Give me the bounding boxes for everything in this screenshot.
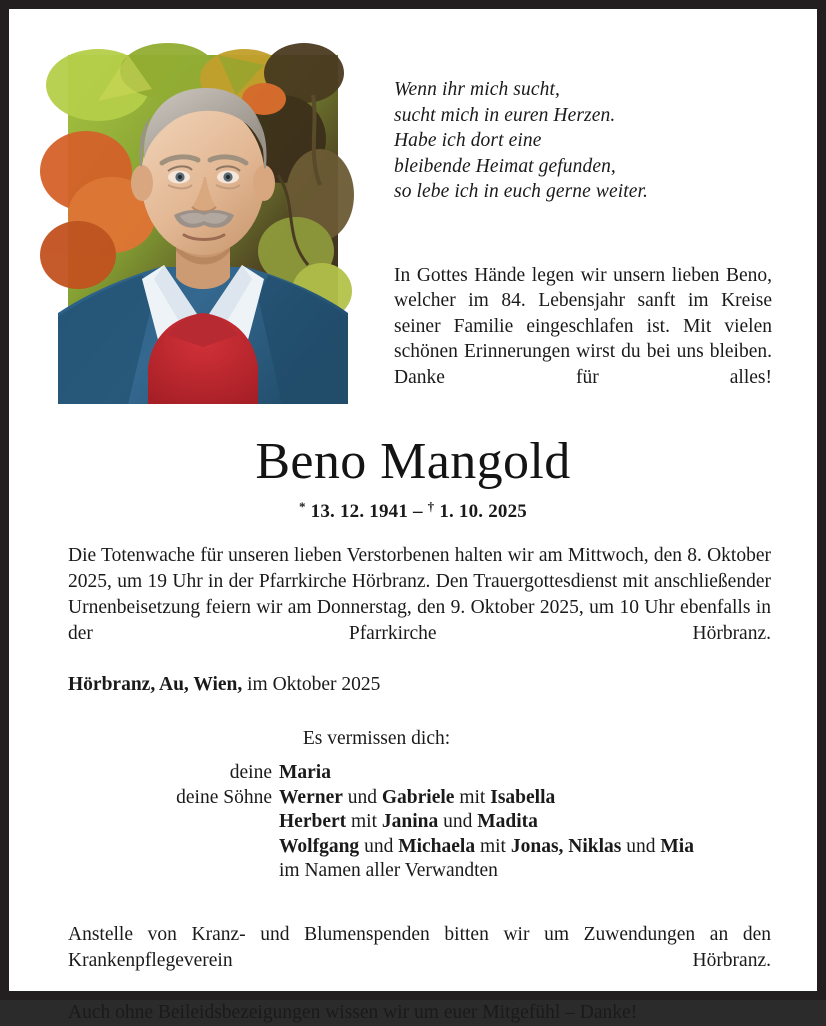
family-row — [68, 786, 771, 811]
family-row-names: Herbert mit Janina und Madita — [279, 811, 538, 832]
intro-paragraph: In Gottes Hände legen wir unsern lieben Beno, welcher im 84. Lebensjahr sanft im Kreise seiner Familie eingeschlafen ist. Mit vielen schönen Erinnerungen wirst du bei uns bleiben. Danke für alles! — [394, 264, 772, 388]
poem-line: sucht mich in euren Herzen. — [394, 104, 616, 126]
family-row — [68, 761, 771, 786]
family-rows — [68, 761, 771, 884]
family-section — [68, 726, 771, 884]
family-row-names: Werner und Gabriele mit Isabella — [279, 786, 556, 808]
notice-sheet — [9, 9, 817, 1023]
memorial-poem — [394, 77, 772, 205]
birth-date: 13. 12. 1941 — [310, 501, 409, 522]
page-title: Beno Mangold — [255, 433, 571, 490]
life-dates — [9, 499, 817, 523]
family-row-label: deine Söhne — [176, 786, 272, 808]
poem-line: so lebe ich in euch gerne weiter. — [394, 181, 649, 202]
poem-line: Wenn ihr mich sucht, — [394, 79, 560, 100]
closing-section — [68, 922, 771, 1026]
thanks-paragraph: Auch ohne Beileidsbezeigungen wissen wir um euer Mitgefühl – Danke! — [68, 1001, 638, 1023]
donations-paragraph: Anstelle von Kranz- und Blumenspenden bitten wir um Zuwendungen an den Krankenpflegeverein Hörbranz. — [68, 923, 771, 971]
family-row-names: Wolfgang und Michaela mit Jonas, Niklas und Mia — [279, 835, 694, 857]
family-row-label: deine — [229, 762, 272, 783]
family-row — [68, 859, 771, 884]
body-column — [68, 543, 771, 1026]
family-row — [68, 810, 771, 835]
family-row-label — [68, 810, 279, 835]
header-area — [9, 9, 817, 409]
death-date: 1. 10. 2025 — [439, 501, 528, 522]
family-row — [68, 835, 771, 860]
notice-month: im Oktober 2025 — [242, 674, 381, 695]
header-text-column — [394, 9, 772, 390]
name-block — [9, 433, 817, 523]
service-paragraph: Die Totenwache für unseren lieben Verstorbenen halten wir am Mittwoch, den 8. Oktober 2025, um 19 Uhr in der Pfarrkirche Hörbranz. Den Trauergottesdienst mit anschließender Urnenbeisetzung feiern wir am Donnerstag, den 9. Oktober 2025, um 10 Uhr ebenfalls in der Pfarrkirche Hörbranz. — [68, 545, 771, 644]
family-heading: Es vermissen dich: — [302, 728, 451, 749]
poem-line: Habe ich dort eine — [394, 130, 542, 151]
place-names: Hörbranz, Au, Wien, — [68, 674, 243, 695]
portrait-photo — [68, 55, 338, 404]
poem-line: bleibende Heimat gefunden, — [394, 155, 616, 177]
birth-star-icon: * — [298, 499, 306, 514]
death-cross-icon: † — [427, 499, 435, 514]
family-row-label — [68, 835, 279, 860]
date-separator: – — [413, 501, 423, 522]
family-row-label — [68, 859, 279, 884]
family-row-names: im Namen aller Verwandten — [279, 860, 498, 881]
place-and-date-line — [68, 672, 771, 698]
family-row-names: Maria — [279, 762, 331, 783]
